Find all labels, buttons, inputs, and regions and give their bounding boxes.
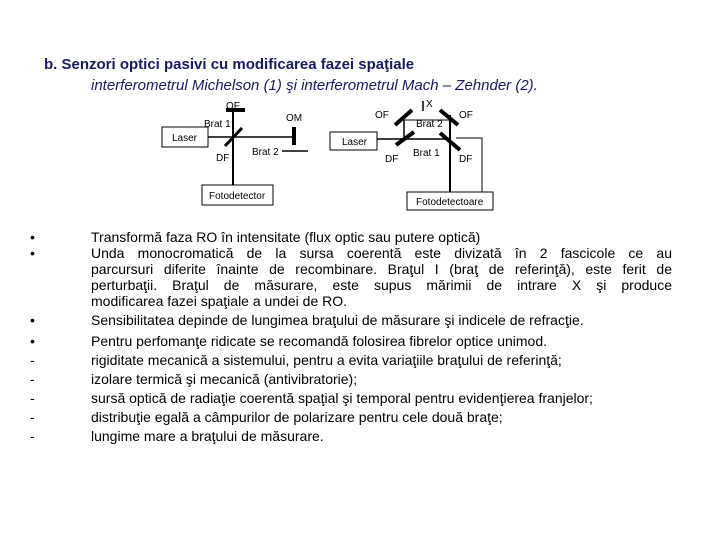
section-title: b. Senzori optici pasivi cu modificarea fazei spaţiale (44, 56, 415, 73)
label-of1: OF (375, 110, 389, 121)
bullet-marker: - (30, 390, 35, 406)
bullet-marker: - (30, 352, 35, 368)
text-line: Sensibilitatea depinde de lungimea braţului de măsurare şi indicele de refracţie. (91, 312, 584, 328)
text-line: lungime mare a braţului de măsurare. (91, 428, 324, 444)
label-of2: OF (459, 110, 473, 121)
label-brat1: Brat 1 (413, 148, 440, 159)
text-line: Pentru perfomanţe ridicate se recomandă folosirea fibrelor optice unimod. (91, 333, 548, 349)
label-df: DF (216, 153, 230, 164)
item-text (91, 428, 672, 444)
text-line: rigiditate mecanică a sistemului, pentru a evita variaţiile braţului de referinţă; (91, 352, 562, 368)
bullet-marker: - (30, 371, 35, 387)
bullet-marker: - (30, 428, 35, 444)
bullet-marker: - (30, 409, 35, 425)
text-line: izolare termică şi mecanică (antivibratorie); (91, 371, 358, 387)
text-line: Unda monocromatică de la sursa coerentă este divizată în 2 fascicole ce au (91, 245, 672, 261)
item-text (91, 371, 672, 387)
text-line: sursă optică de radiaţie coerentă spaţial şi temporal pentru evidenţierea franjelor; (91, 390, 593, 406)
item-text (91, 312, 672, 328)
label-df1: DF (385, 154, 399, 165)
label-om: OM (286, 113, 303, 124)
text-line: perturbaţii. Braţul de măsurare, este supus mărimii de intrare X şi produce (91, 277, 672, 293)
label-brat1: Brat 1 (204, 119, 231, 130)
label-detector: Fotodetector (209, 191, 266, 202)
item-text (91, 245, 672, 309)
section-subtitle: interferometrul Michelson (1) şi interferometrul Mach – Zehnder (2). (91, 77, 538, 94)
label-laser: Laser (342, 137, 368, 148)
label-laser: Laser (172, 133, 198, 144)
label-of: OF (226, 101, 240, 112)
bullet-marker: • (30, 312, 35, 328)
bullet-marker: • (30, 245, 35, 261)
text-line: distribuţie egală a câmpurilor de polarizare pentru cele două braţe; (91, 409, 503, 425)
text-line: modificarea fazei spaţiale a undei de RO. (91, 293, 348, 309)
text-line: parcursuri diferite înainte de recombinare. Braţul I (braţ de referinţă), este ferit de (91, 261, 672, 277)
item-text (91, 409, 672, 425)
label-df2: DF (459, 154, 473, 165)
bullet-marker: • (30, 229, 35, 245)
label-brat2: Brat 2 (416, 119, 443, 130)
item-text (91, 390, 672, 406)
bullet-marker: • (30, 333, 35, 349)
label-brat2: Brat 2 (252, 147, 279, 158)
item-text (91, 352, 672, 368)
label-x: X (426, 99, 433, 110)
item-text (91, 333, 672, 349)
label-detector: Fotodetectoare (416, 197, 484, 208)
item-text (91, 229, 672, 245)
text-line: Transformă faza RO în intensitate (flux optic sau putere optică) (91, 229, 481, 245)
